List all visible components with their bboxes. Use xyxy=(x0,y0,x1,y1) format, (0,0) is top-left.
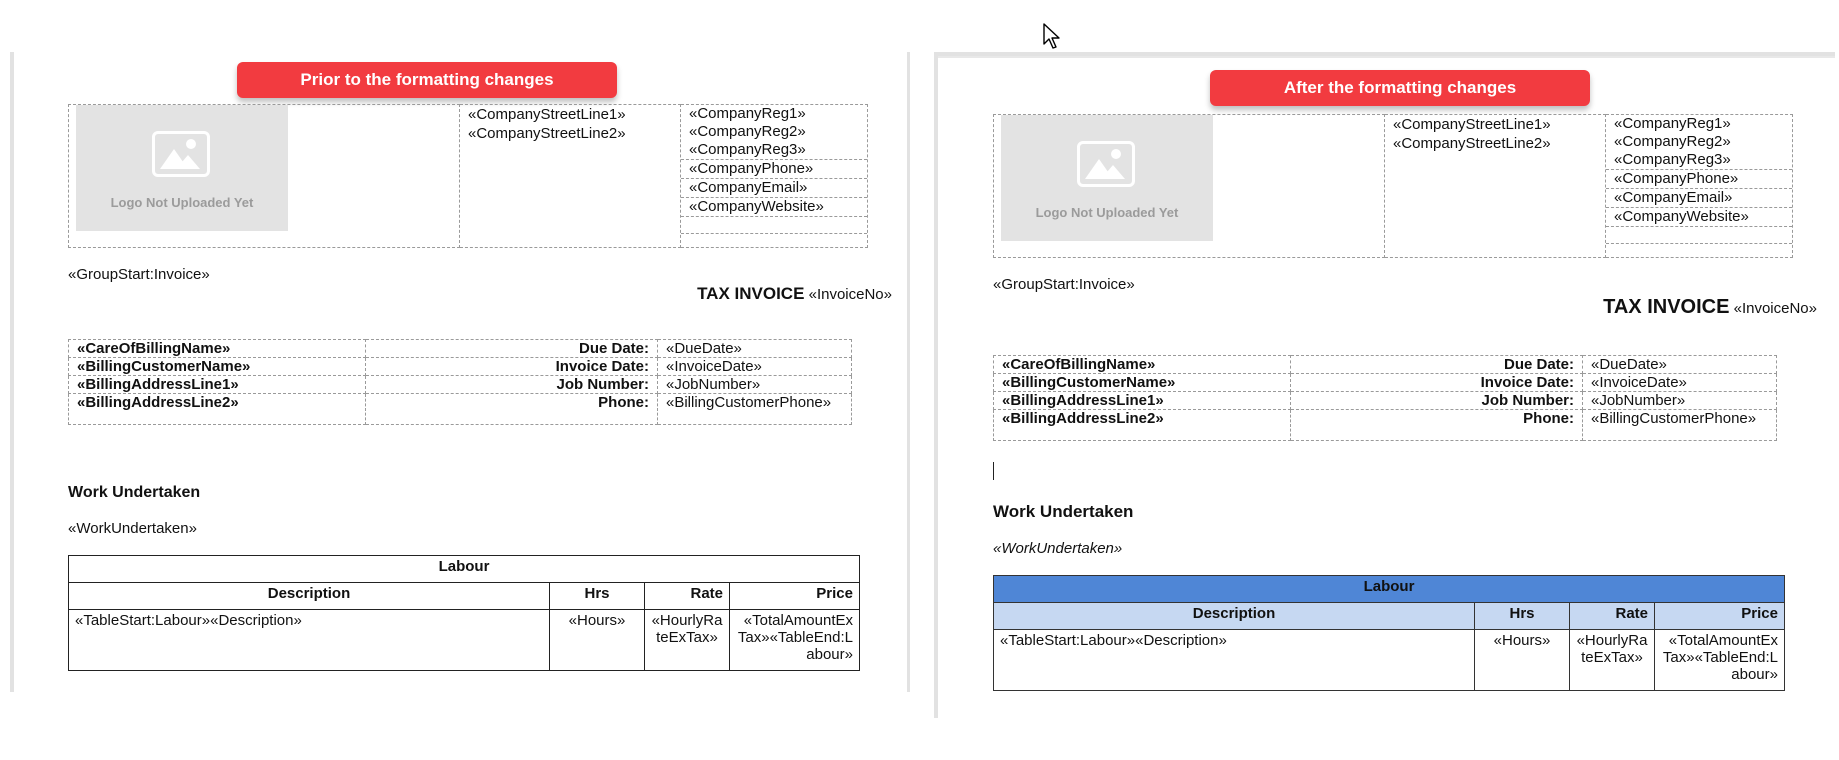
company-reg-cell xyxy=(681,105,868,248)
company-email-line: «CompanyEmail» xyxy=(1606,189,1792,208)
column-header-hrs: Hrs xyxy=(1475,603,1570,630)
labour-table xyxy=(68,555,860,671)
invoice-no-field: «InvoiceNo» xyxy=(808,286,892,303)
billing-label-cell: Job Number: xyxy=(366,376,658,394)
billing-label-cell: Due Date: xyxy=(1291,356,1583,374)
company-header-table xyxy=(993,114,1793,258)
labour-hours-cell: «Hours» xyxy=(550,610,645,671)
column-header-description: Description xyxy=(69,583,550,610)
billing-table xyxy=(993,355,1777,441)
work-undertaken-field: «WorkUndertaken» xyxy=(993,540,1123,557)
labour-rate-cell: «HourlyRateExTax» xyxy=(1570,630,1655,691)
logo-placeholder-text: Logo Not Uploaded Yet xyxy=(1035,205,1179,220)
billing-name-cell: «BillingAddressLine2» xyxy=(69,394,366,425)
tax-invoice-heading xyxy=(1603,296,1817,319)
tax-invoice-label: TAX INVOICE xyxy=(1603,296,1730,318)
billing-value-cell: «JobNumber» xyxy=(658,376,852,394)
empty-reg-line xyxy=(1606,227,1792,244)
company-street-line: «CompanyStreetLine1» xyxy=(468,106,626,123)
logo-placeholder xyxy=(1001,115,1213,241)
billing-label-cell: Phone: xyxy=(1291,410,1583,441)
company-street-line: «CompanyStreetLine2» xyxy=(468,125,626,142)
billing-value-cell: «DueDate» xyxy=(1583,356,1777,374)
billing-name-cell: «BillingCustomerName» xyxy=(994,374,1291,392)
company-reg-line: «CompanyReg3» xyxy=(1606,151,1792,170)
billing-value-cell: «DueDate» xyxy=(658,340,852,358)
work-undertaken-heading: Work Undertaken xyxy=(68,484,201,501)
group-start-field: «GroupStart:Invoice» xyxy=(68,266,210,283)
work-undertaken-heading: Work Undertaken xyxy=(993,502,1134,521)
company-website-line: «CompanyWebsite» xyxy=(1606,208,1792,227)
labour-description-cell: «TableStart:Labour»«Description» xyxy=(994,630,1475,691)
labour-table xyxy=(993,575,1785,691)
column-header-rate: Rate xyxy=(1570,603,1655,630)
billing-name-cell: «CareOfBillingName» xyxy=(994,356,1291,374)
billing-value-cell: «JobNumber» xyxy=(1583,392,1777,410)
labour-table-title: Labour xyxy=(994,576,1785,603)
billing-label-cell: Phone: xyxy=(366,394,658,425)
billing-name-cell: «BillingAddressLine1» xyxy=(69,376,366,394)
company-street-line: «CompanyStreetLine2» xyxy=(1393,135,1551,152)
before-label-badge: Prior to the formatting changes xyxy=(237,62,617,98)
text-cursor[interactable] xyxy=(993,462,994,480)
company-reg-line: «CompanyReg2» xyxy=(1614,133,1731,150)
labour-price-cell: «TotalAmountExTax»«TableEnd:Labour» xyxy=(730,610,860,671)
company-reg-line: «CompanyReg3» xyxy=(681,141,867,160)
company-phone-line: «CompanyPhone» xyxy=(681,160,867,179)
billing-table xyxy=(68,339,852,425)
billing-label-cell: Job Number: xyxy=(1291,392,1583,410)
company-email-line: «CompanyEmail» xyxy=(681,179,867,198)
billing-label-cell: Invoice Date: xyxy=(1291,374,1583,392)
column-header-price: Price xyxy=(730,583,860,610)
labour-price-cell: «TotalAmountExTax»«TableEnd:Labour» xyxy=(1655,630,1785,691)
column-header-description: Description xyxy=(994,603,1475,630)
billing-name-cell: «BillingAddressLine2» xyxy=(994,410,1291,441)
billing-label-cell: Invoice Date: xyxy=(366,358,658,376)
billing-value-cell: «InvoiceDate» xyxy=(658,358,852,376)
billing-value-cell: «BillingCustomerPhone» xyxy=(1583,410,1777,441)
company-reg-line: «CompanyReg1» xyxy=(1614,115,1731,132)
work-undertaken-field: «WorkUndertaken» xyxy=(68,520,197,537)
company-phone-line: «CompanyPhone» xyxy=(1606,170,1792,189)
billing-value-cell: «InvoiceDate» xyxy=(1583,374,1777,392)
logo-placeholder-text: Logo Not Uploaded Yet xyxy=(110,195,254,210)
empty-reg-line xyxy=(681,217,867,234)
billing-name-cell: «BillingCustomerName» xyxy=(69,358,366,376)
billing-name-cell: «CareOfBillingName» xyxy=(69,340,366,358)
company-reg-cell xyxy=(1606,115,1793,258)
labour-rate-cell: «HourlyRateExTax» xyxy=(645,610,730,671)
labour-table-title: Labour xyxy=(69,556,860,583)
labour-hours-cell: «Hours» xyxy=(1475,630,1570,691)
billing-value-cell: «BillingCustomerPhone» xyxy=(658,394,852,425)
billing-name-cell: «BillingAddressLine1» xyxy=(994,392,1291,410)
tax-invoice-label: TAX INVOICE xyxy=(697,284,805,303)
company-street-cell xyxy=(460,105,681,248)
invoice-no-field: «InvoiceNo» xyxy=(1733,300,1817,317)
after-label-badge: After the formatting changes xyxy=(1210,70,1590,106)
tax-invoice-heading xyxy=(697,284,892,304)
billing-label-cell: Due Date: xyxy=(366,340,658,358)
labour-description-cell: «TableStart:Labour»«Description» xyxy=(69,610,550,671)
logo-cell xyxy=(69,105,460,248)
column-header-rate: Rate xyxy=(645,583,730,610)
company-website-line: «CompanyWebsite» xyxy=(681,198,867,217)
mouse-pointer-icon xyxy=(1043,23,1063,51)
logo-cell xyxy=(994,115,1385,258)
group-start-field: «GroupStart:Invoice» xyxy=(993,276,1135,293)
company-street-cell xyxy=(1385,115,1606,258)
company-reg-line: «CompanyReg1» xyxy=(689,105,806,122)
company-reg-line: «CompanyReg2» xyxy=(689,123,806,140)
company-street-line: «CompanyStreetLine1» xyxy=(1393,116,1551,133)
column-header-hrs: Hrs xyxy=(550,583,645,610)
company-header-table xyxy=(68,104,868,248)
logo-placeholder xyxy=(76,105,288,231)
column-header-price: Price xyxy=(1655,603,1785,630)
